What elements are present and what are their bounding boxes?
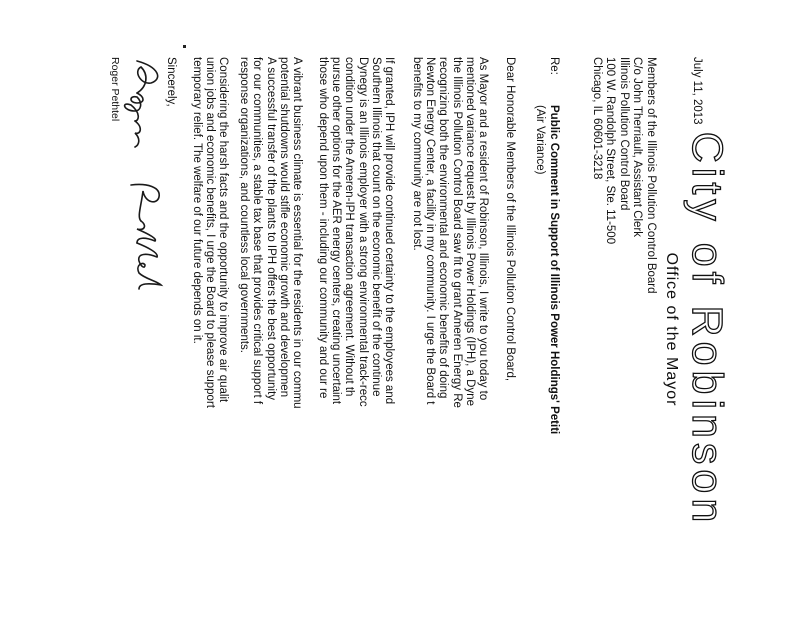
recipient-line: Chicago, IL 60601-3218: [590, 57, 603, 180]
paragraph-line: benefits to my community are not lost.: [410, 57, 423, 251]
paragraph-line: union jobs and economic benefits, I urge the Board to please support: [204, 57, 216, 408]
paragraph-line: response organizations, and countless local governments.: [238, 57, 251, 353]
letter-date: July 11, 2013: [691, 57, 703, 125]
scan-speck: [183, 45, 186, 48]
paragraph-line: Considering the harsh facts and the opportunity to improve air qualit: [217, 57, 229, 403]
recipient-line: C/o John Therriault, Assistant Clerk: [631, 57, 644, 238]
paragraph-line: If granted, IPH will provide continued certainty to the employees and: [383, 57, 395, 405]
recipient-line: Illinois Pollution Control Board: [617, 57, 630, 211]
letterhead-city: City of Robinson: [683, 131, 731, 528]
signature-stroke: [135, 121, 140, 147]
letter: [105, 57, 731, 602]
recipient-line: Members of the Illinois Pollution Control Board: [645, 57, 657, 294]
paragraph-line: the Illinois Pollution Control Board saw fit to grant Ameren Energy Re: [450, 57, 463, 408]
paragraph-2: [316, 57, 395, 407]
signature-stroke: [137, 221, 155, 243]
signature-stroke: [125, 93, 143, 121]
salutation: Dear Honorable Members of the Illinois Pollution Control Board,: [504, 57, 516, 382]
paragraph-line: temporary relief. The welfare of our future depends on it.: [191, 57, 203, 344]
paragraph-line: for our communities, a stable tax base that provides critical support f: [251, 57, 264, 405]
signature-stroke: [137, 61, 158, 93]
re-subject: [533, 105, 560, 434]
recipient-address: [589, 57, 657, 294]
paragraph-1: [410, 57, 489, 408]
re-subject-line: Public Comment in Support of Illinois Power Holdings' Petiti: [548, 105, 560, 435]
signature-stroke: [131, 185, 159, 222]
paragraph-3: [237, 57, 303, 409]
closing: Sincerely,: [165, 57, 177, 107]
signature-stroke: [137, 243, 161, 289]
signer-name: Roger Pethtel: [109, 57, 121, 122]
paragraph-line: Newton Energy Center, a facility in my community. I urge the Board t: [424, 57, 437, 405]
paragraph-line: As Mayor and a resident of Robinson, Illinois, I write to you today to: [477, 57, 489, 401]
paragraph-line: recognizing both the environmental and economic benefits of doing: [437, 57, 450, 399]
re-subject-line: (Air Variance): [534, 105, 547, 175]
paragraph-line: Southern Illinois that count on the economic benefit of the continue: [369, 57, 382, 397]
handwritten-signature: [121, 57, 167, 297]
re-label: Re:: [548, 57, 560, 75]
paragraph-line: A vibrant business climate is essential for the residents in our commu: [291, 57, 303, 409]
paragraph-line: pursue other options for the AER energy centers, creating uncertaint: [330, 57, 343, 405]
paragraph-line: those who depend upon them - including our community and our re: [316, 57, 329, 399]
paragraph-line: mentioned variance request by Illinois Power Holdings (IPH), a Dyne: [463, 57, 476, 406]
recipient-line: 100 W. Randolph Street, Ste. 11-500: [604, 57, 617, 245]
letterhead-office: Office of the Mayor: [663, 252, 680, 407]
paragraph-line: potential shutdowns would stifle economic growth and developmen: [277, 57, 290, 398]
paragraph-line: A successful transfer of the plants to IPH offers the best opportunity: [264, 57, 277, 401]
paragraph-line: Dynegy is an Illinois employer with a strong environmental track-recc: [356, 57, 369, 407]
paragraph-line: condition under the Ameren-IPH transaction agreement. Without th: [343, 57, 356, 397]
